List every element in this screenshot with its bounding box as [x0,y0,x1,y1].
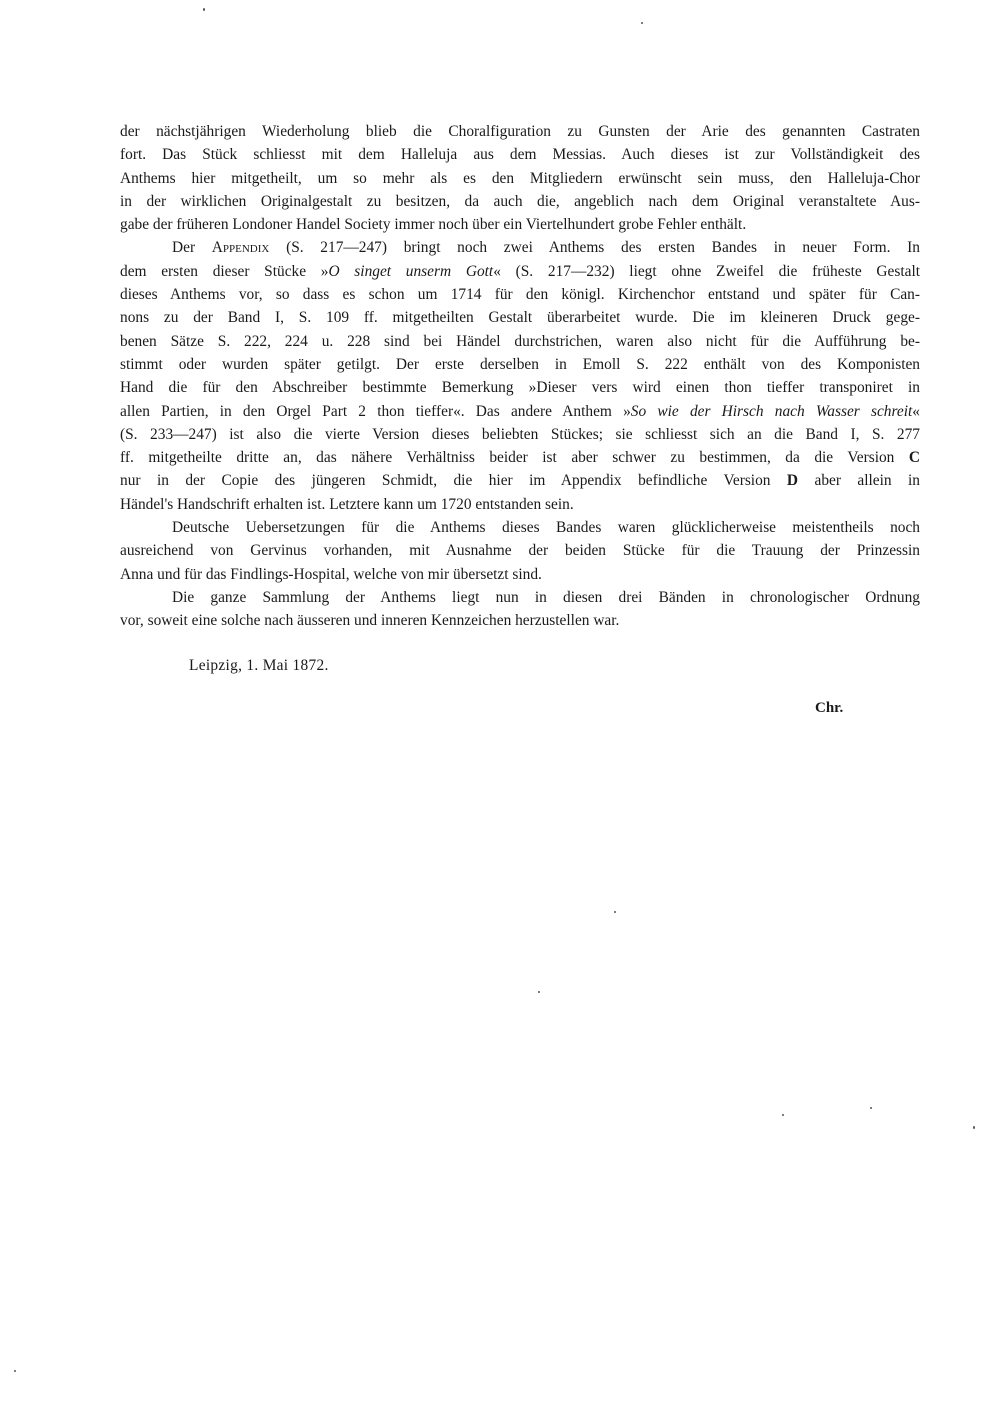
version-letter: D [786,472,799,490]
text-line: Die ganze Sammlung der Anthems liegt nun in diesen drei Bänden in chronologischer Ordnung [172,588,920,606]
text-line: benen Sätze S. 222, 224 u. 228 sind bei Händel durchstrichen, waren also nicht für die Aufführung be- [120,332,920,350]
scan-speck [14,1370,16,1372]
text-line: Deutsche Uebersetzungen für die Anthems dieses Bandes waren glücklicherweise meistentheils noch [172,519,920,537]
body-text [120,120,920,633]
scan-speck [870,1107,872,1109]
text-line: ff. mitgetheilte dritte an, das nähere Verhältniss beider ist aber schwer zu bestimmen, da die Version C [120,449,920,467]
scan-speck [538,991,540,993]
appendix-term: Appendix [211,239,270,257]
text-line: Anna und für das Findlings-Hospital, welche von mir übersetzt sind. [120,565,542,583]
text-line: gabe der früheren Londoner Handel Society immer noch über ein Viertelhundert grobe Fehler enthält. [120,216,747,234]
signature: Chr. [815,700,844,716]
version-letter: C [908,449,920,467]
scan-speck [973,1126,975,1129]
text-line: in der wirklichen Originalgestalt zu besitzen, da auch die, angeblich nach dem Original veranstaltete Aus- [120,192,920,210]
text-line: Anthems hier mitgetheilt, um so mehr als es den Mitgliedern erwünscht sein muss, den Halleluja-Chor [120,169,920,187]
paragraph-2 [120,236,920,516]
text-line: Händel's Handschrift erhalten ist. Letztere kann um 1720 entstanden sein. [120,495,574,513]
text-line: nur in der Copie des jüngeren Schmidt, die hier im Appendix befindliche Version D aber allein in [120,472,920,490]
text-line: nons zu der Band I, S. 109 ff. mitgetheilten Gestalt überarbeitet wurde. Die im kleineren Druck gege- [120,309,920,327]
paragraph-3 [120,516,920,586]
text-line: ausreichend von Gervinus vorhanden, mit Ausnahme der beiden Stücke für die Trauung der Prinzessin [120,542,920,560]
scan-speck [641,22,643,24]
anthem-title: O singet unserm Gott [328,262,494,280]
text-line: vor, soweit eine solche nach äusseren und inneren Kennzeichen herzustellen war. [120,612,620,630]
date-line: Leipzig, 1. Mai 1872. [189,657,329,674]
text-line: fort. Das Stück schliesst mit dem Halleluja aus dem Messias. Auch dieses ist zur Vollständigkeit des [120,146,920,164]
text-line: dem ersten dieser Stücke »O singet unserm Gott« (S. 217—232) liegt ohne Zweifel die früheste Gestalt [120,262,920,280]
scan-speck [203,8,205,11]
text-line: stimmt oder wurden später getilgt. Der erste derselben in Emoll S. 222 enthält von des Komponisten [120,355,920,373]
text-line: der nächstjährigen Wiederholung blieb die Choralfiguration zu Gunsten der Arie des genannten Castraten [120,123,920,140]
text-line: Hand die für den Abschreiber bestimmte Bemerkung »Dieser vers wird einen thon tieffer transponiret in [120,379,920,397]
paragraph-4 [120,586,920,633]
text-line: dieses Anthems vor, so dass es schon um 1714 für den königl. Kirchenchor entstand und später für Can- [120,286,920,304]
text-line: (S. 233—247) ist also die vierte Version dieses beliebten Stückes; sie schliesst sich an die Band I, S. 277 [120,425,920,443]
text-line: Der Appendix (S. 217—247) bringt noch zwei Anthems des ersten Bandes in neuer Form. In [172,239,920,257]
scan-speck [782,1114,784,1116]
anthem-title: So wie der Hirsch nach Wasser schreit [630,402,913,420]
paragraph-1 [120,120,920,236]
text-line: allen Partien, in den Orgel Part 2 thon tieffer«. Das andere Anthem »So wie der Hirsch nach Wasser schreit« [120,402,920,420]
scan-speck [614,911,616,913]
